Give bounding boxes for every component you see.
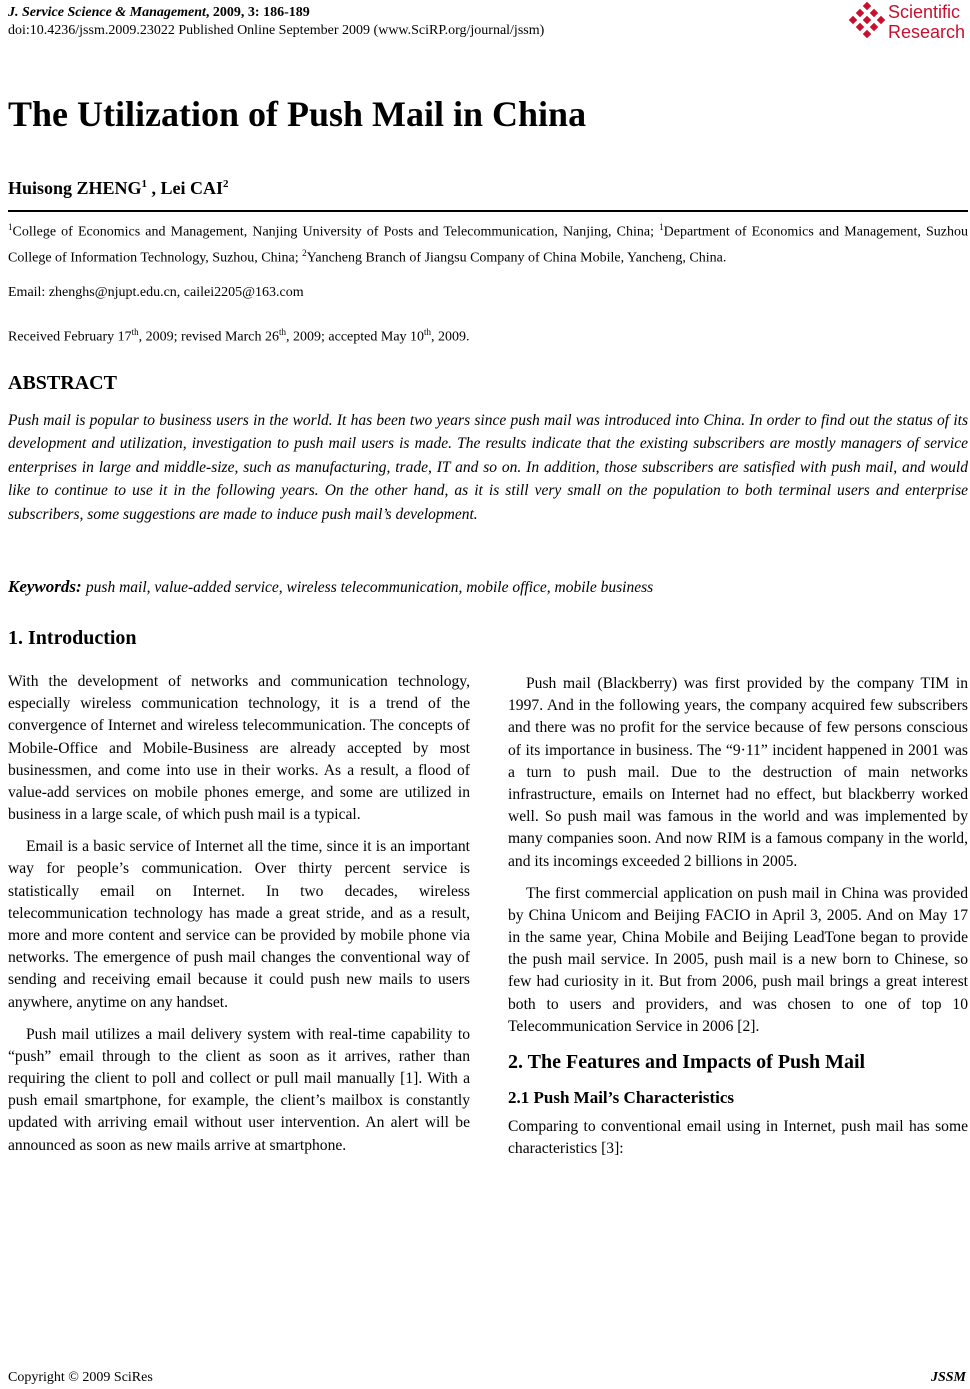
paragraph: Push mail (Blackberry) was first provided by the company TIM in 1997. And in the following years, the company acquired few subscribers and there was no profit for the service because of few persons conscious of its importance in business. The “9·11” incident happened in 2001 was a turn to push mail. Due to the destruction of main networks infrastructure, emails on Internet had no effect, but blackberry worked well. So push mail was famous in the world and was implemented by many companies soon. And now RIM is a famous company in the world, and its incomings exceeded 2 billions in 2005. xyxy=(508,675,968,870)
author-1: Huisong ZHENG xyxy=(8,178,142,198)
abstract-heading: ABSTRACT xyxy=(8,372,117,394)
paragraph: With the development of networks and communication technology, especially wireless communication technology, it is a trend of the convergence of Internet and wireless telecommunication. The concepts of Mobile-Office and Mobile-Business are already accepted by most businessmen, and come into use in their works. As a result, a flood of value-add services on mobile phones emerge, and some are utilized in business in a large scale, of which push mail is a typical. xyxy=(8,673,470,824)
affil-3: Yancheng Branch of Jiangsu Company of China Mobile, Yancheng, China. xyxy=(306,250,727,266)
affil-1-mark: 1 xyxy=(8,222,13,232)
footer-journal-abbr: JSSM xyxy=(930,1370,966,1385)
journal-volume-pages: , 2009, 3: 186-189 xyxy=(205,5,310,20)
author-1-affil: 1 xyxy=(141,178,148,190)
affiliations xyxy=(8,217,968,268)
footer-copyright: Copyright © 2009 SciRes xyxy=(8,1370,153,1385)
right-column xyxy=(508,673,968,1170)
paragraph: The first commercial application on push mail in China was provided by China Unicom and Beijing FACIO in April 3, 2005. And on May 17 in the same year, China Mobile and Beijing LeadTone began to provide the push mail service. In 2005, push mail is a new born to Chinese, so few had curiosity in it. But from 2006, push mail brings a great interest both to users and providers, and was chosen to one of top 10 Telecommunication Service in 2006 [2]. xyxy=(508,884,968,1035)
author-separator: , xyxy=(147,178,161,198)
keywords-label: Keywords xyxy=(8,577,76,596)
author-2-affil: 2 xyxy=(223,178,229,190)
logo-line-1: Scientific xyxy=(888,2,961,22)
logo-line-2: Research xyxy=(888,22,966,42)
keywords-colon: : xyxy=(76,577,86,596)
subsection-2-1-heading: 2.1 Push Mail’s Characteristics xyxy=(508,1087,735,1107)
affil-2-mark: 1 xyxy=(659,222,664,232)
ordinal-suffix: th xyxy=(279,327,287,337)
year-part: , 2009. xyxy=(431,329,470,345)
affil-2: Department of Economics and Management, Suzhou College of Information Technology, Suzhou, China; xyxy=(8,224,969,266)
keywords-value: push mail, value-added service, wireless telecommunication, mobile office, mobile business xyxy=(85,579,654,596)
affil-3-mark: 2 xyxy=(302,247,307,258)
paragraph: Comparing to conventional email using in Internet, push mail has some characteristics [3]: xyxy=(508,1117,968,1158)
ordinal-suffix: th xyxy=(131,327,139,337)
doi-line: doi:10.4236/jssm.2009.23022 Published Online September 2009 (www.SciRP.org/journal/jssm) xyxy=(8,23,545,38)
running-header-journal xyxy=(8,4,310,22)
abstract-text: Push mail is popular to business users in the world. It has been two years since push mail was introduced into China. In order to find out the status of its development and utilization, investigation to push mail users is made. The results indicate that the existing subscribers are mostly managers of service enterprises in large and middle-size, such as manufacturing, trade, IT and so on. In addition, those subscribers are satisfied with push mail, and would like to continue to use it in the following years. On the other hand, as it is still very small on the population to both terminal users and enterprise subscribers, some suggestions are made to induce push mail’s development. xyxy=(8,412,968,523)
paragraph: Email is a basic service of Internet all the time, since it is an important way for people’s communication. Over thirty percent service is statistically email on Internet. In two decades, wireless telecommunication technology has made a great stride, and as a result, more and more content and service can be provided by mobile phone via networks. The emergence of push mail changes the conventional way of sending and receiving email because it could push new mails to users anywhere, anytime on any handset. xyxy=(8,838,470,1011)
author-line xyxy=(8,172,229,200)
revised-part: , 2009; revised March 26 xyxy=(138,329,279,345)
author-2: Lei CAI xyxy=(160,178,224,198)
author-emails: Email: zhenghs@njupt.edu.cn, cailei2205@163.com xyxy=(8,285,304,300)
section-1-heading: 1. Introduction xyxy=(8,627,137,649)
paragraph: Push mail utilizes a mail delivery system with real-time capability to “push” email through to the client as soon as it arrives, rather than requiring the client to poll and collect or pull mail manually [1]. With a push email smartphone, for example, the client’s mailbox is constantly updated with arriving email without user intervention. An alert will be announced as soon as new mails arrive at smartphone. xyxy=(8,1025,470,1154)
journal-name: J. Service Science & Management xyxy=(8,5,206,20)
keywords xyxy=(8,575,653,600)
title-divider xyxy=(8,210,968,212)
publisher-logo xyxy=(848,2,968,44)
affil-1: College of Economics and Management, Nanjing University of Posts and Telecommunication, Nanjing, China; xyxy=(12,224,660,240)
left-column xyxy=(8,671,470,1167)
section-2-heading: 2. The Features and Impacts of Push Mail xyxy=(508,1050,866,1073)
received-part: Received February 17 xyxy=(8,329,132,345)
logo-wordmark xyxy=(888,2,965,42)
received-dates xyxy=(8,322,470,348)
accepted-part: , 2009; accepted May 10 xyxy=(286,329,425,345)
paper-title: The Utilization of Push Mail in China xyxy=(8,94,587,134)
ordinal-suffix: th xyxy=(424,327,432,337)
scientific-research-logo-icon xyxy=(848,2,886,40)
